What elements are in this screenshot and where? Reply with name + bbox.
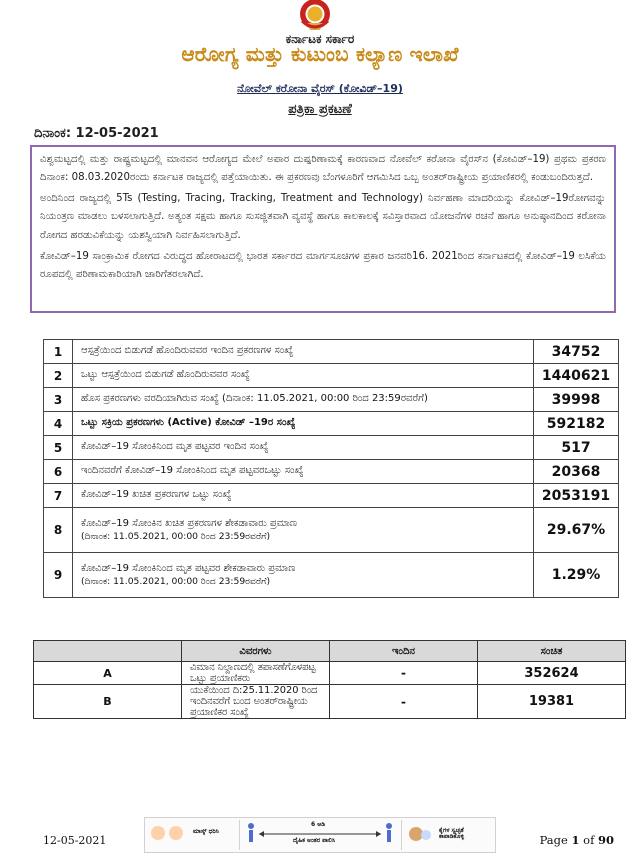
- virus-subtitle: ನೋವೆಲ್ ಕರೋನಾ ವೈರಸ್ (ಕೋವಿಡ್–19): [237, 82, 403, 95]
- covid-awareness-banner: [144, 817, 496, 853]
- stats-row-label: ಕೋವಿಡ್–19 ಸೋಂಕಿನ ಖಚಿತ ಪ್ರಕರಣಗಳ ಶೇಕಡಾವಾರು ಪ್ರಮಾಣ: [81, 517, 297, 529]
- stats-row-number: 3: [44, 388, 73, 412]
- row-code: B: [34, 685, 182, 719]
- intro-paragraph-2: ಅಂದಿನಿಂದ ರಾಜ್ಯದಲ್ಲಿ 5Ts (Testing, Tracing, Tracking, Treatment and Technology) ನಿರ್ವಹಣಾ ಮಾದರಿಯನ್ನು ಕೋವಿಡ್–19ರೋಗವನ್ನು ನಿಯಂತ್ರಣ ಮಾಡಲು ಬಳಸಲಾಗುತ್ತಿದೆ. ಅತ್ಯಂತ ಸಕ್ಷಮ ಹಾಗೂ ಸುಸಜ್ಜಿತವಾಗಿ ವ್ಯವಸ್ಥೆ ಹಾಗೂ ಕಾಲಕಾಲಕ್ಕೆ ಸವಿಸ್ತಾರವಾದ ಯೋಜನೆಗಳ ರಚನೆ ಹಾಗೂ ಅನುಷ್ಠಾನದಿಂದ ಕರೋನಾ ರೋಗದ ಹರಡುವಿಕೆಯನ್ನು ಯಶಸ್ವಿಯಾಗಿ ನಿರ್ವಹಿಸಲಾಗುತ್ತಿದೆ.: [40, 193, 606, 241]
- row-description: ಯುಕೆಯಿಂದ ದಿ:25.11.2020 ರಿಂದ ಇಂದಿನವರೆಗೆ ಬಂದ ಅಂತರ್‌ರಾಷ್ಟ್ರೀಯ ಪ್ರಯಾಣಿಕರ ಸಂಖ್ಯೆ: [182, 685, 330, 719]
- details-header: ವಿವರಗಳು: [182, 641, 330, 662]
- stats-row-label: ಒಟ್ಟು ಸಕ್ರಿಯ ಪ್ರಕರಣಗಳು (Active) ಕೋವಿಡ್ –19ರ ಸಂಖ್ಯೆ: [73, 412, 534, 436]
- department-title: ಆರೋಗ್ಯ ಮತ್ತು ಕುಟುಂಬ ಕಲ್ಯಾಣ ಇಲಾಖೆ: [181, 42, 459, 66]
- stats-row-number: 2: [44, 364, 73, 388]
- masked-person-icon: [151, 826, 165, 840]
- travel-summary-header: [34, 641, 626, 662]
- stats-row-1: [44, 340, 619, 364]
- stats-row-sublabel: (ದಿನಾಂಕ: 11.05.2021, 00:00 ರಿಂದ 23:59ರವರೆಗೆ): [81, 530, 271, 542]
- stats-row-label: ಕೋವಿಡ್–19 ಸೋಂಕಿನಿಂದ ಮೃತ ಪಟ್ಟವರ ಶೇಕಡಾವಾರು ಪ್ರಮಾಣ: [81, 562, 296, 574]
- stats-row-number: 8: [44, 508, 73, 553]
- page-number: [540, 833, 614, 847]
- row-cumulative: 19381: [478, 685, 626, 719]
- banner-right-text: ಕೈಗಳ ಸ್ವಚ್ಛತೆ ಕಾಪಾಡಿಕೊಳ್ಳಿ: [439, 827, 464, 841]
- intro-paragraph-1: ವಿಶ್ವಮಟ್ಟದಲ್ಲಿ ಮತ್ತು ರಾಷ್ಟ್ರಮಟ್ಟದಲ್ಲಿ ಮಾನವನ ಆರೋಗ್ಯದ ಮೇಲೆ ಅಪಾರ ದುಷ್ಪರಿಣಾಮಕ್ಕೆ ಕಾರಣವಾದ ನೋವೆಲ್ ಕರೋನಾ ವೈರಸ್‌ನ (ಕೋವಿಡ್–19) ಪ್ರಥಮ ಪ್ರಕರಣ ದಿನಾಂಕ: 08.03.2020ರಂದು ಕರ್ನಾಟಕ ರಾಜ್ಯದಲ್ಲಿ ಪತ್ತೆಯಾಯಿತು. ಈ ಪ್ರಕರಣವು ಬೆಂಗಳೂರಿಗೆ ಆಗಮಿಸಿದ ಒಬ್ಬ ಅಂತರ್‌ರಾಷ್ಟ್ರೀಯ ಪ್ರಯಾಣಿಕರಲ್ಲಿ ಕಂಡುಬಂದಿರುತ್ತದೆ.: [40, 154, 606, 184]
- distance-section: [241, 818, 401, 852]
- stats-row-7: [44, 484, 619, 508]
- row-description: ವಿಮಾನ ನಿಲ್ದಾಣದಲ್ಲಿ ತಪಾಸಣೆಗೊಳಪಟ್ಟ ಒಟ್ಟು ಪ್ರಯಾಣಿಕರು: [182, 662, 330, 685]
- stats-row-2: [44, 364, 619, 388]
- stats-row-sublabel: (ದಿನಾಂಕ: 11.05.2021, 00:00 ರಿಂದ 23:59ರವರೆಗೆ): [81, 575, 271, 587]
- today-header: ಇಂದಿನ: [330, 641, 478, 662]
- stats-row-9: [44, 553, 619, 598]
- stats-row-8: [44, 508, 619, 553]
- stats-row-label: ಇಂದಿನವರೆಗೆ ಕೋವಿಡ್–19 ಸೋಂಕಿನಿಂದ ಮೃತ ಪಟ್ಟವರಒಟ್ಟು ಸಂಖ್ಯೆ: [73, 460, 534, 484]
- row-code: A: [34, 662, 182, 685]
- stats-row-label: ಒಟ್ಟು ಆಸ್ಪತ್ರೆಯಿಂದ ಬಿಡುಗಡೆ ಹೊಂದಿರುವವರ ಸಂಖ್ಯೆ: [73, 364, 534, 388]
- banner-middle-top-text: 6 ಅಡಿ: [311, 821, 325, 828]
- soap-icon: [421, 830, 431, 840]
- row-today: -: [330, 685, 478, 719]
- page-middle: of: [579, 833, 598, 847]
- stats-row-value: 20368: [534, 460, 619, 484]
- stats-row-6: [44, 460, 619, 484]
- banner-divider: [239, 820, 240, 850]
- stats-row-number: 5: [44, 436, 73, 460]
- stats-row-label-group: [73, 553, 534, 598]
- hand-hygiene-section: [401, 818, 495, 852]
- stats-row-label-group: [73, 508, 534, 553]
- row-cumulative: 352624: [478, 662, 626, 685]
- covid-stats-table: [43, 339, 619, 598]
- intro-box: [30, 145, 616, 313]
- banner-left-text: ಮಾಸ್ಕ್ ಧರಿಸಿ: [193, 828, 219, 835]
- page-total: 90: [597, 833, 614, 847]
- stats-row-value: 34752: [534, 340, 619, 364]
- stats-row-label: ಹೊಸ ಪ್ರಕರಣಗಳು ವರದಿಯಾಗಿರುವ ಸಂಖ್ಯೆ (ದಿನಾಂಕ: 11.05.2021, 00:00 ರಿಂದ 23:59ರವರೆಗೆ): [73, 388, 534, 412]
- intro-paragraph-3: ಕೋವಿಡ್–19 ಸಾಂಕ್ರಾಮಿಕ ರೋಗದ ವಿರುದ್ಧದ ಹೋರಾಟದಲ್ಲಿ ಭಾರತ ಸರ್ಕಾರದ ಮಾರ್ಗಸೂಚಿಗಳ ಪ್ರಕಾರ ಜನವರಿ16. 2021ರಿಂದ ಕರ್ನಾಟಕದಲ್ಲಿ ಕೋವಿಡ್–19 ಲಸಿಕೆಯ ರೂಪದಲ್ಲಿ ಪರಿಣಾಮಕಾರಿಯಾಗಿ ಜಾರಿಗೆತರಲಾಗಿದೆ.: [40, 250, 606, 280]
- stats-row-number: 9: [44, 553, 73, 598]
- travel-summary-table: [33, 640, 626, 719]
- header-spacer: [34, 641, 182, 662]
- stats-row-4: [44, 412, 619, 436]
- masked-person-icon: [169, 826, 183, 840]
- stats-row-number: 1: [44, 340, 73, 364]
- stats-row-label: ಆಸ್ಪತ್ರೆಯಿಂದ ಬಿಡುಗಡೆ ಹೊಂದಿರುವವರ ಇಂದಿನ ಪ್ರಕರಣಗಳ ಸಂಖ್ಯೆ: [73, 340, 534, 364]
- stats-row-number: 6: [44, 460, 73, 484]
- stats-row-value: 517: [534, 436, 619, 460]
- stats-row-3: [44, 388, 619, 412]
- stats-row-number: 4: [44, 412, 73, 436]
- stats-row-label: ಕೋವಿಡ್–19 ಖಚಿತ ಪ್ರಕರಣಗಳ ಒಟ್ಟು ಸಂಖ್ಯೆ: [73, 484, 534, 508]
- stats-row-5: [44, 436, 619, 460]
- stats-row-label: ಕೋವಿಡ್–19 ಸೋಂಕಿನಿಂದ ಮೃತ ಪಟ್ಟವರ ಇಂದಿನ ಸಂಖ್ಯೆ: [73, 436, 534, 460]
- banner-middle-bottom-text: ದೈಹಿಕ ಅಂತರ ಪಾಲಿಸಿ: [293, 837, 336, 844]
- release-date: ದಿನಾಂಕ: 12-05-2021: [34, 126, 159, 141]
- travel-summary-row-a: [34, 662, 626, 685]
- stats-row-value: 1.29%: [534, 553, 619, 598]
- stats-row-value: 29.67%: [534, 508, 619, 553]
- press-release-title: ಪತ್ರಿಕಾ ಪ್ರಕಟಣೆ: [288, 102, 352, 117]
- footer-date: 12-05-2021: [43, 834, 107, 847]
- travel-summary-row-b: [34, 685, 626, 719]
- stats-row-value: 2053191: [534, 484, 619, 508]
- karnataka-emblem-icon: [285, 0, 345, 36]
- stats-row-value: 39998: [534, 388, 619, 412]
- page-prefix: Page: [539, 833, 572, 847]
- stats-row-number: 7: [44, 484, 73, 508]
- page-current: 1: [571, 833, 580, 847]
- cumulative-header: ಸಂಚಿತ: [478, 641, 626, 662]
- stats-row-value: 1440621: [534, 364, 619, 388]
- stats-row-value: 592182: [534, 412, 619, 436]
- mask-section: [145, 818, 237, 852]
- row-today: -: [330, 662, 478, 685]
- government-heading: ಕರ್ನಾಟಕ ಸರ್ಕಾರ: [285, 32, 355, 46]
